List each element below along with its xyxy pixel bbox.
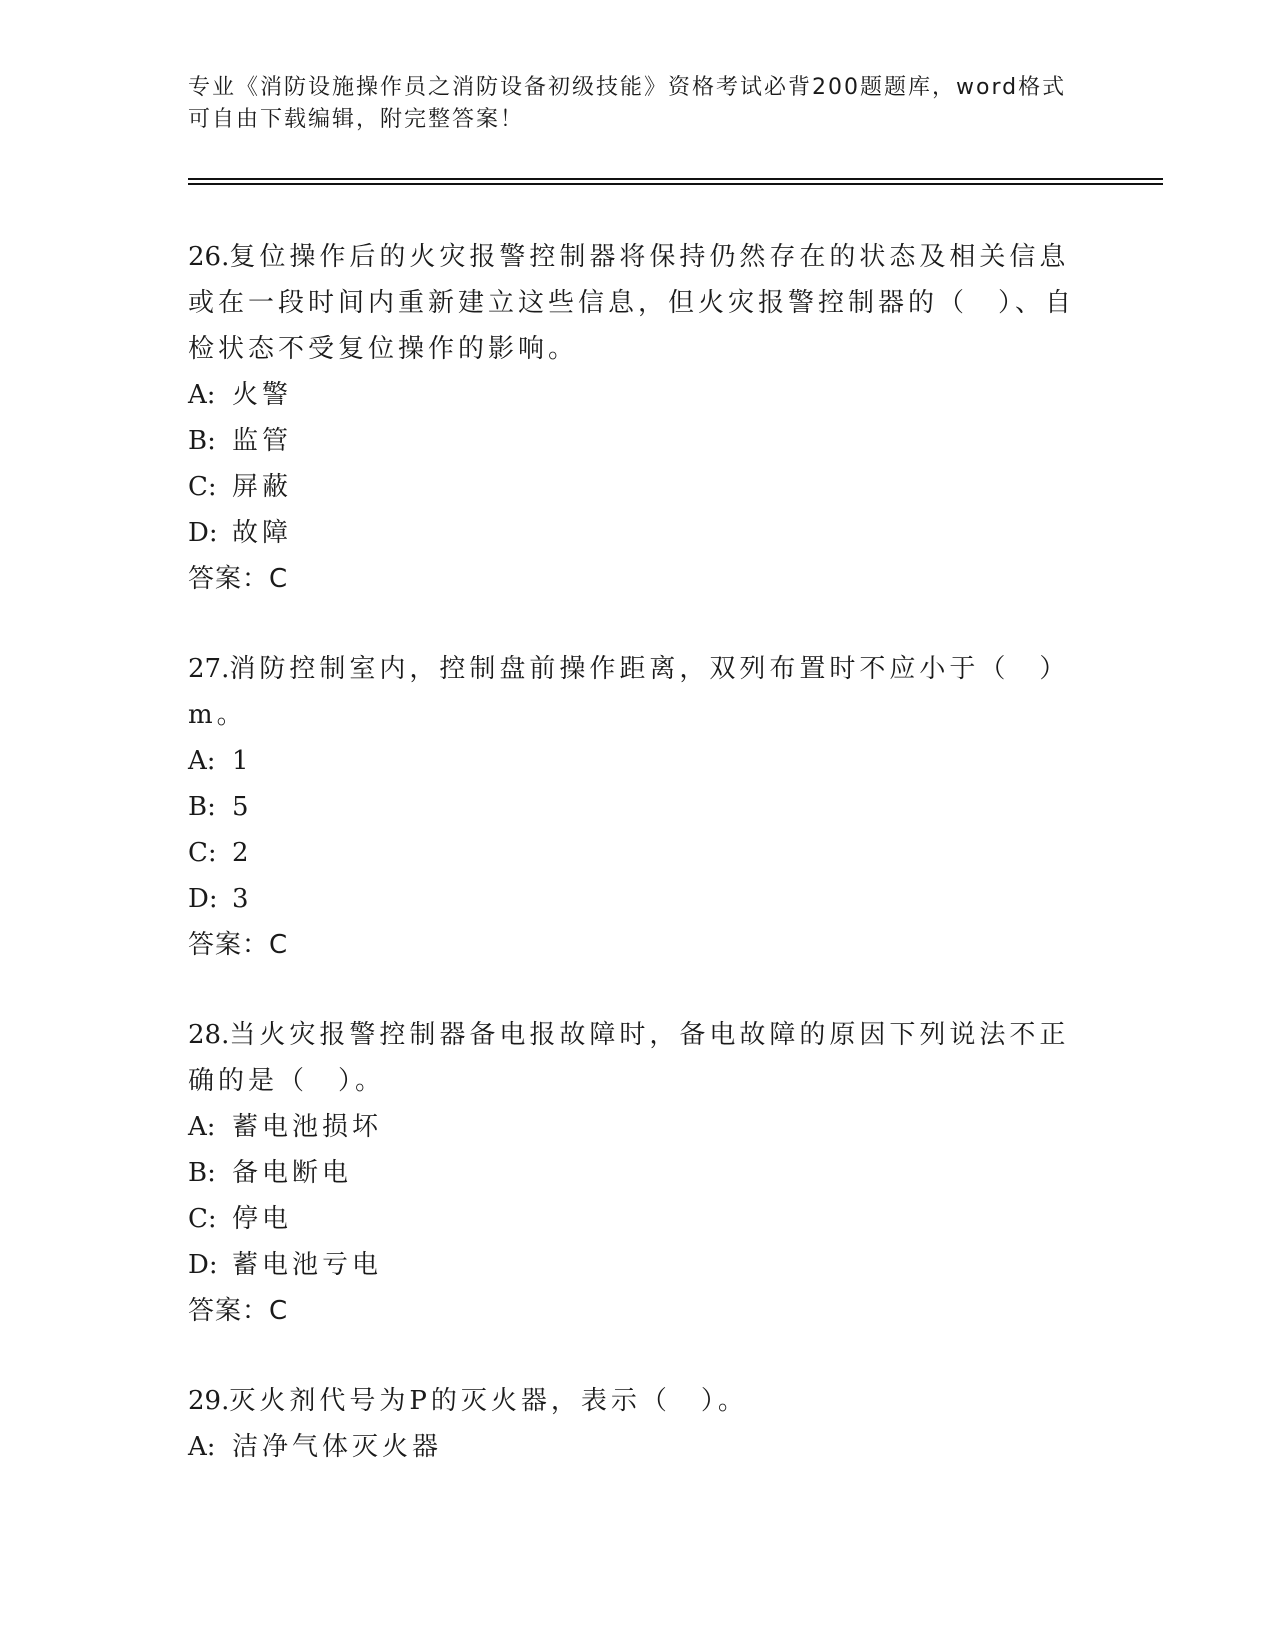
- option-key: B:: [188, 792, 216, 822]
- question-29: [188, 1378, 1088, 1470]
- option-key: B:: [188, 426, 216, 456]
- question-text: 灭火剂代号为P的灭火器，表示（ ）。: [229, 1386, 748, 1416]
- option-text: 停电: [232, 1204, 293, 1234]
- option-b: [188, 418, 1088, 464]
- option-text: 故障: [232, 518, 293, 548]
- option-text: 1: [232, 746, 253, 776]
- question-text: 消防控制室内，控制盘前操作距离，双列布置时不应小于（ ）m。: [188, 654, 1070, 730]
- question-26: [188, 234, 1088, 602]
- question-stem: [188, 234, 1088, 372]
- option-a: [188, 372, 1088, 418]
- question-number: 29.: [188, 1386, 230, 1416]
- answer-line: 答案：C: [188, 930, 289, 960]
- option-key: C:: [188, 838, 217, 868]
- option-text: 监管: [232, 426, 293, 456]
- question-stem: [188, 646, 1088, 738]
- option-b: [188, 784, 1088, 830]
- option-text: 洁净气体灭火器: [232, 1432, 443, 1462]
- question-number: 27.: [188, 654, 230, 684]
- option-key: D:: [188, 884, 218, 914]
- option-c: [188, 830, 1088, 876]
- document-header: 专业《消防设施操作员之消防设备初级技能》资格考试必背200题题库，word格式可自由下载编辑，附完整答案！: [188, 75, 1067, 132]
- option-text: 备电断电: [232, 1158, 353, 1188]
- header-divider-top: [188, 178, 1163, 180]
- option-a: [188, 1424, 1088, 1470]
- option-a: [188, 738, 1088, 784]
- option-key: D:: [188, 1250, 218, 1280]
- option-key: C:: [188, 472, 217, 502]
- option-text: 屏蔽: [232, 472, 293, 502]
- option-key: A:: [188, 380, 216, 410]
- option-d: [188, 510, 1088, 556]
- option-b: [188, 1150, 1088, 1196]
- option-text: 蓄电池损坏: [232, 1112, 383, 1142]
- question-list: [188, 234, 1088, 1514]
- option-d: [188, 1242, 1088, 1288]
- option-text: 蓄电池亏电: [232, 1250, 383, 1280]
- answer-line: 答案：C: [188, 1296, 289, 1326]
- question-text: 当火灾报警控制器备电报故障时，备电故障的原因下列说法不正确的是（ ）。: [188, 1020, 1070, 1096]
- answer-line: 答案：C: [188, 564, 289, 594]
- option-c: [188, 464, 1088, 510]
- option-c: [188, 1196, 1088, 1242]
- option-key: A:: [188, 746, 216, 776]
- header-divider-bottom: [188, 183, 1163, 185]
- option-text: 2: [232, 838, 253, 868]
- option-key: D:: [188, 518, 218, 548]
- option-text: 火警: [232, 380, 293, 410]
- option-key: A:: [188, 1112, 216, 1142]
- question-stem: [188, 1378, 1088, 1424]
- question-28: [188, 1012, 1088, 1334]
- question-27: [188, 646, 1088, 968]
- question-number: 26.: [188, 242, 230, 272]
- question-text: 复位操作后的火灾报警控制器将保持仍然存在的状态及相关信息或在一段时间内重新建立这些信息，但火灾报警控制器的（ ）、自检状态不受复位操作的影响。: [188, 242, 1076, 364]
- option-a: [188, 1104, 1088, 1150]
- option-key: C:: [188, 1204, 217, 1234]
- option-text: 5: [232, 792, 253, 822]
- question-number: 28.: [188, 1020, 230, 1050]
- option-d: [188, 876, 1088, 922]
- question-stem: [188, 1012, 1088, 1104]
- option-key: A:: [188, 1432, 216, 1462]
- option-key: B:: [188, 1158, 216, 1188]
- option-text: 3: [232, 884, 253, 914]
